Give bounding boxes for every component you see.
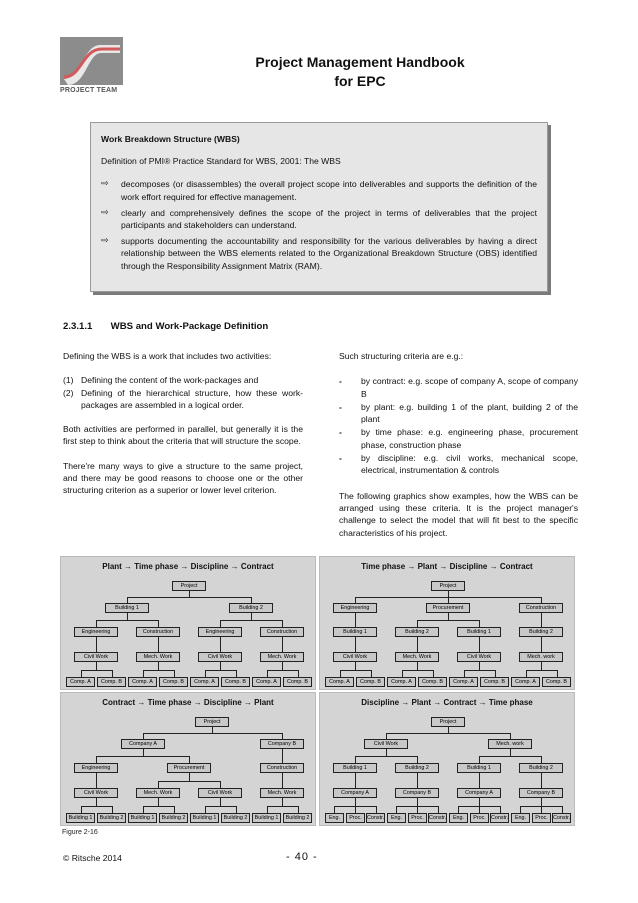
- connector-line: [205, 670, 206, 677]
- connector-line: [500, 806, 501, 813]
- list-item: [339, 426, 578, 451]
- wbs-node: Procurement: [426, 603, 470, 613]
- figure-caption: Figure 2-16: [62, 829, 98, 836]
- connector-line: [495, 670, 496, 677]
- wbs-node: Project: [172, 581, 206, 591]
- connector-line: [479, 781, 480, 788]
- list-text: Defining of the hierarchical structure, how these work-packages are assembled in a logical order.: [81, 387, 303, 410]
- wbs-node: Construction: [519, 603, 563, 613]
- connector-line: [355, 798, 356, 806]
- connector-line: [376, 806, 377, 813]
- criteria-text: by discipline: e.g. civil works, mechanical scope, electrical, instrumentation & controls: [361, 453, 578, 476]
- wbs-node: Proc.: [346, 813, 365, 823]
- connector-line: [96, 637, 97, 645]
- wbs-definition-list: [101, 178, 537, 271]
- wbs-node: Project: [195, 717, 229, 727]
- list-item: [339, 375, 578, 400]
- wbs-node: Building 1: [457, 763, 501, 773]
- connector-line: [355, 637, 356, 645]
- connector-line: [143, 670, 144, 677]
- wbs-node: Building 1: [105, 603, 149, 613]
- connector-line: [189, 756, 190, 763]
- connector-line: [355, 620, 356, 627]
- list-item: [101, 178, 537, 202]
- wbs-figure: [60, 556, 575, 826]
- wbs-node: Proc.: [408, 813, 427, 823]
- wbs-node: Comp. B: [356, 677, 385, 687]
- connector-line: [96, 645, 97, 652]
- wbs-panel-title: Discipline → Plant → Contract → Time phase: [361, 698, 533, 707]
- wbs-panel: [60, 692, 316, 826]
- connector-line: [458, 806, 459, 813]
- logo-text: PROJECT TEAM: [60, 87, 118, 94]
- wbs-panel-title: Time phase → Plant → Discipline → Contract: [361, 562, 533, 571]
- wbs-node: Building 2: [395, 763, 439, 773]
- connector-line: [417, 806, 418, 813]
- connector-line: [479, 798, 480, 806]
- connector-line: [541, 806, 542, 813]
- dash-bullet: -: [339, 453, 342, 464]
- wbs-panel-title: Contract → Time phase → Discipline → Plant: [102, 698, 274, 707]
- wbs-node: Comp. A: [190, 677, 219, 687]
- wbs-box-subtitle: Definition of PMI® Practice Standard for WBS, 2001: The WBS: [101, 156, 341, 167]
- connector-line: [541, 662, 542, 670]
- connector-line: [205, 670, 237, 671]
- arrow-right-icon: ⇨: [101, 236, 109, 247]
- dash-bullet: -: [339, 427, 342, 438]
- connector-line: [143, 670, 175, 671]
- connector-line: [479, 662, 480, 670]
- connector-line: [479, 645, 480, 652]
- wbs-node: Civil Work: [457, 652, 501, 662]
- wbs-node: Comp. B: [159, 677, 188, 687]
- connector-line: [158, 637, 159, 645]
- wbs-node: Project: [431, 717, 465, 727]
- connector-line: [267, 670, 299, 671]
- connector-line: [541, 645, 542, 652]
- wbs-node: Mech. Work: [136, 652, 180, 662]
- wbs-node: Civil Work: [333, 652, 377, 662]
- connector-line: [96, 756, 97, 763]
- wbs-panel: [319, 556, 575, 690]
- page-number: - 40 -: [286, 851, 318, 863]
- connector-line: [282, 637, 283, 645]
- connector-line: [448, 613, 449, 620]
- section-number: 2.3.1.1: [63, 321, 93, 332]
- connector-line: [355, 645, 356, 652]
- list-item: [63, 374, 303, 386]
- connector-line: [282, 773, 283, 781]
- arrow-right-icon: ⇨: [101, 179, 109, 190]
- connector-line: [267, 806, 268, 813]
- connector-line: [371, 670, 372, 677]
- wbs-item-text: decomposes (or disassembles) the overall project scope into deliverables and supports the definition of the work effort required for effective management.: [121, 179, 537, 202]
- connector-line: [220, 781, 221, 788]
- connector-line: [355, 756, 418, 757]
- connector-line: [251, 613, 252, 620]
- dash-bullet: -: [339, 401, 342, 412]
- criteria-text: by contract: e.g. scope of company A, scope of company B: [361, 376, 578, 399]
- connector-line: [396, 806, 397, 813]
- wbs-node: Civil Work: [198, 652, 242, 662]
- connector-line: [127, 613, 128, 620]
- wbs-panel: [60, 556, 316, 690]
- left-paragraph-2: Both activities are performed in parallel, but generally it is the first step to think about the criteria that will structure the scope.: [63, 424, 303, 447]
- wbs-node: Comp. B: [480, 677, 509, 687]
- connector-line: [520, 806, 521, 813]
- connector-line: [479, 756, 542, 757]
- wbs-node: Civil Work: [74, 788, 118, 798]
- connector-line: [355, 781, 356, 788]
- connector-line: [267, 670, 268, 677]
- right-column: [339, 350, 578, 539]
- arrow-right-icon: ⇨: [101, 207, 109, 218]
- wbs-node: Engineering: [198, 627, 242, 637]
- wbs-node: Mech. Work: [136, 788, 180, 798]
- connector-line: [438, 806, 439, 813]
- right-intro: Such structuring criteria are e.g.:: [339, 351, 464, 361]
- connector-line: [526, 670, 558, 671]
- wbs-node: Building 1: [66, 813, 95, 823]
- logo-graphic: [60, 37, 123, 85]
- connector-line: [464, 670, 465, 677]
- connector-line: [386, 733, 511, 734]
- connector-line: [282, 781, 283, 788]
- wbs-node: Comp. B: [418, 677, 447, 687]
- connector-line: [96, 620, 159, 621]
- wbs-node: Company B: [260, 739, 304, 749]
- connector-line: [96, 773, 97, 781]
- connector-line: [220, 662, 221, 670]
- connector-line: [96, 662, 97, 670]
- connector-line: [479, 637, 480, 645]
- connector-line: [158, 781, 221, 782]
- connector-line: [355, 756, 356, 763]
- list-item: [101, 235, 537, 272]
- connector-line: [541, 773, 542, 781]
- connector-line: [417, 620, 480, 621]
- connector-line: [562, 806, 563, 813]
- connector-line: [479, 773, 480, 781]
- connector-line: [96, 781, 97, 788]
- connector-line: [96, 620, 97, 627]
- connector-line: [340, 670, 341, 677]
- list-item: [339, 401, 578, 426]
- wbs-node: Eng.: [387, 813, 406, 823]
- connector-line: [81, 670, 82, 677]
- wbs-node: Comp. A: [449, 677, 478, 687]
- connector-line: [282, 749, 283, 756]
- connector-line: [236, 806, 237, 813]
- connector-line: [81, 670, 113, 671]
- wbs-node: Constr.: [429, 815, 447, 821]
- list-text: Defining the content of the work-packages and: [81, 375, 259, 386]
- connector-line: [298, 806, 299, 813]
- wbs-node: Building 1: [333, 627, 377, 637]
- wbs-node: Eng.: [511, 813, 530, 823]
- connector-line: [386, 749, 387, 756]
- connector-line: [96, 798, 97, 806]
- wbs-node: Building 2: [519, 763, 563, 773]
- right-paragraph-2: The following graphics show examples, how the WBS can be arranged using these criteria. It is the project manager's challenge to select the model that will fit best to the specific characteristics of his project.: [339, 490, 578, 538]
- connector-line: [220, 620, 283, 621]
- connector-line: [112, 670, 113, 677]
- connector-line: [417, 620, 418, 627]
- footer-copyright: © Ritsche 2014: [63, 853, 122, 863]
- connector-line: [340, 670, 372, 671]
- connector-line: [205, 806, 237, 807]
- wbs-node: Civil Work: [74, 652, 118, 662]
- connector-line: [158, 798, 159, 806]
- connector-line: [143, 733, 283, 734]
- connector-line: [417, 645, 418, 652]
- connector-line: [526, 670, 527, 677]
- connector-line: [282, 798, 283, 806]
- connector-line: [479, 620, 480, 627]
- connector-line: [220, 637, 221, 645]
- connector-line: [220, 645, 221, 652]
- wbs-node: Construction: [260, 763, 304, 773]
- wbs-node: Building 1: [190, 813, 219, 823]
- criteria-text: by time phase: e.g. engineering phase, procurement phase, construction phase: [361, 427, 578, 450]
- wbs-node: Comp. B: [542, 677, 571, 687]
- connector-line: [355, 773, 356, 781]
- wbs-node: Comp. B: [97, 677, 126, 687]
- wbs-node: Building 2: [283, 813, 312, 823]
- connector-line: [205, 806, 206, 813]
- wbs-node: Comp. A: [252, 677, 281, 687]
- wbs-node: Company A: [457, 788, 501, 798]
- connector-line: [189, 773, 190, 781]
- wbs-node: Comp. B: [221, 677, 250, 687]
- wbs-item-text: supports documenting the accountability and responsibility for the various deliverables by having a direct relationship between the WBS elements related to the Organizational Breakdown Structure (OBS) identified through the Responsibility Assignment Matrix (RAM).: [121, 236, 537, 271]
- connector-line: [81, 806, 113, 807]
- connector-line: [557, 670, 558, 677]
- wbs-node: Constr.: [553, 815, 571, 821]
- page-title: [230, 53, 490, 91]
- connector-line: [417, 798, 418, 806]
- connector-line: [541, 620, 542, 627]
- wbs-node: Engineering: [74, 763, 118, 773]
- connector-line: [479, 756, 480, 763]
- wbs-node: Comp. A: [66, 677, 95, 687]
- wbs-node: Company A: [121, 739, 165, 749]
- wbs-node: Building 1: [333, 763, 377, 773]
- wbs-node: Mech. work: [519, 652, 563, 662]
- connector-line: [417, 781, 418, 788]
- connector-line: [143, 806, 144, 813]
- left-column: [63, 350, 303, 509]
- wbs-node: Comp. A: [511, 677, 540, 687]
- left-intro: Defining the WBS is a work that includes two activities:: [63, 351, 272, 361]
- connector-line: [355, 662, 356, 670]
- connector-line: [267, 806, 299, 807]
- wbs-node: Constr.: [491, 815, 509, 821]
- wbs-node: Building 2: [519, 627, 563, 637]
- wbs-node: Building 2: [221, 813, 250, 823]
- list-item: [101, 207, 537, 231]
- connector-line: [298, 670, 299, 677]
- wbs-node: Construction: [260, 627, 304, 637]
- wbs-node: Engineering: [333, 603, 377, 613]
- left-paragraph-3: There're many ways to give a structure to the same project, and there may be good reasons to choose one or the other structuring criterion as a superior or lower level criterion.: [63, 460, 303, 496]
- connector-line: [81, 806, 82, 813]
- connector-line: [402, 670, 434, 671]
- list-number: (2): [63, 387, 74, 398]
- connector-line: [541, 798, 542, 806]
- connector-line: [541, 781, 542, 788]
- connector-line: [220, 798, 221, 806]
- wbs-node: Proc.: [470, 813, 489, 823]
- list-number: (1): [63, 375, 74, 386]
- connector-line: [417, 637, 418, 645]
- wbs-definition-box: [90, 122, 548, 292]
- connector-line: [510, 749, 511, 756]
- wbs-node: Building 2: [159, 813, 188, 823]
- criteria-list: [339, 375, 578, 476]
- connector-line: [158, 620, 159, 627]
- connector-line: [158, 662, 159, 670]
- connector-line: [96, 756, 190, 757]
- connector-line: [433, 670, 434, 677]
- connector-line: [355, 806, 356, 813]
- wbs-node: Civil Work: [364, 739, 408, 749]
- wbs-panel-title: Plant → Time phase → Discipline → Contract: [102, 562, 274, 571]
- connector-line: [541, 637, 542, 645]
- wbs-node: Mech. Work: [260, 788, 304, 798]
- list-item: [339, 452, 578, 477]
- wbs-box-title: Work Breakdown Structure (WBS): [101, 134, 240, 144]
- connector-line: [112, 806, 113, 813]
- wbs-node: Building 1: [457, 627, 501, 637]
- wbs-node: Civil Work: [198, 788, 242, 798]
- title-line-2: for EPC: [334, 73, 386, 89]
- wbs-node: Company B: [519, 788, 563, 798]
- connector-line: [220, 620, 221, 627]
- connector-line: [127, 597, 252, 598]
- wbs-node: Company A: [333, 788, 377, 798]
- section-title: WBS and Work-Package Definition: [110, 321, 269, 332]
- dash-bullet: -: [339, 376, 342, 387]
- wbs-node: Mech. Work: [395, 652, 439, 662]
- connector-line: [355, 613, 356, 620]
- wbs-node: Constr.: [367, 815, 385, 821]
- wbs-node: Comp. A: [387, 677, 416, 687]
- connector-line: [417, 662, 418, 670]
- wbs-node: Comp. A: [325, 677, 354, 687]
- wbs-node: Comp. A: [128, 677, 157, 687]
- wbs-node: Eng.: [449, 813, 468, 823]
- title-line-1: Project Management Handbook: [255, 54, 465, 70]
- connector-line: [417, 756, 418, 763]
- wbs-node: Proc.: [532, 813, 551, 823]
- wbs-node: Building 1: [128, 813, 157, 823]
- connector-line: [282, 662, 283, 670]
- wbs-panel: [319, 692, 575, 826]
- wbs-node: Procurement: [167, 763, 211, 773]
- connector-line: [143, 806, 175, 807]
- wbs-item-text: clearly and comprehensively defines the scope of the project in terms of deliverables that the project participants and stakeholders can understand.: [121, 207, 537, 231]
- wbs-node: Building 2: [97, 813, 126, 823]
- wbs-node: Construction: [136, 627, 180, 637]
- connector-line: [282, 620, 283, 627]
- wbs-node: Project: [431, 581, 465, 591]
- connector-line: [417, 773, 418, 781]
- wbs-node: Building 2: [229, 603, 273, 613]
- connector-line: [479, 806, 480, 813]
- connector-line: [174, 670, 175, 677]
- connector-line: [334, 806, 335, 813]
- section-heading: [63, 321, 268, 332]
- connector-line: [143, 749, 144, 756]
- wbs-node: Building 2: [395, 627, 439, 637]
- connector-line: [541, 613, 542, 620]
- wbs-node: Comp. B: [283, 677, 312, 687]
- connector-line: [282, 756, 283, 763]
- connector-line: [541, 756, 542, 763]
- wbs-node: Eng.: [325, 813, 344, 823]
- connector-line: [282, 645, 283, 652]
- project-team-logo: [60, 37, 123, 97]
- numbered-list: [63, 374, 303, 411]
- connector-line: [174, 806, 175, 813]
- wbs-node: Company B: [395, 788, 439, 798]
- criteria-text: by plant: e.g. building 1 of the plant, building 2 of the plant: [361, 401, 578, 425]
- wbs-node: Mech. Work: [260, 652, 304, 662]
- connector-line: [236, 670, 237, 677]
- wbs-node: Mech. work: [488, 739, 532, 749]
- connector-line: [402, 670, 403, 677]
- connector-line: [464, 670, 496, 671]
- connector-line: [158, 781, 159, 788]
- connector-line: [158, 645, 159, 652]
- wbs-node: Building 1: [252, 813, 281, 823]
- list-item: [63, 387, 303, 412]
- wbs-node: Engineering: [74, 627, 118, 637]
